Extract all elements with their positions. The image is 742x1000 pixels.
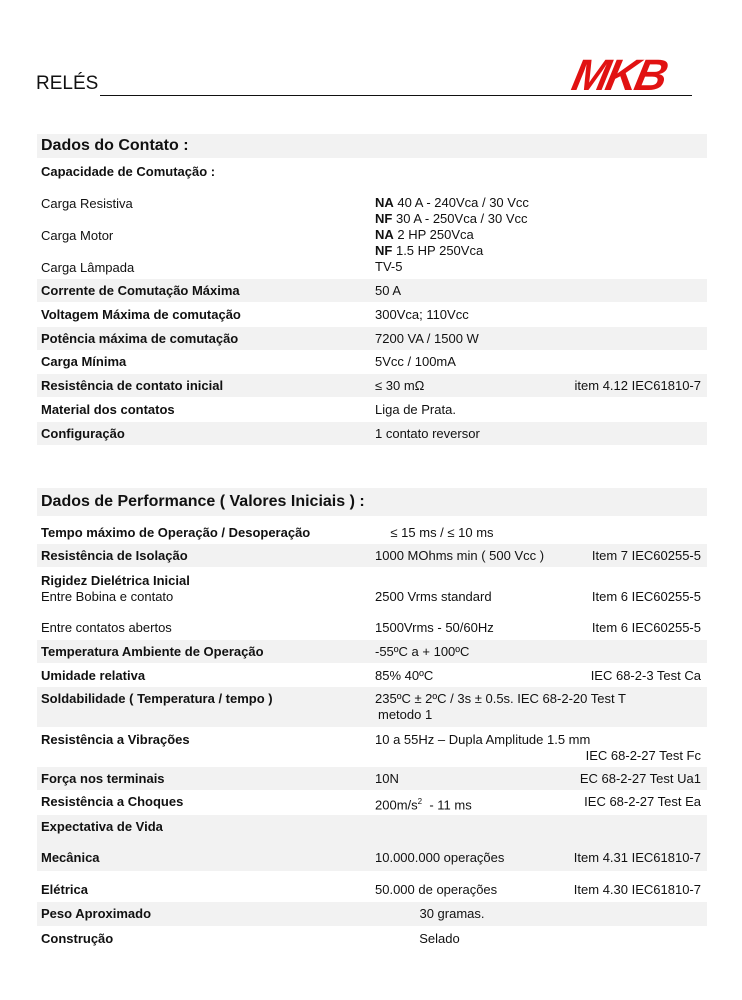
- op-time-row: [37, 521, 707, 543]
- contact-spec-label: Resistência de contato inicial: [41, 378, 224, 394]
- capacity-row: [37, 160, 707, 184]
- op-time-value: ≤ 15 ms / ≤ 10 ms: [390, 525, 494, 540]
- motor-row: [37, 222, 707, 258]
- electrical-life-row: [37, 878, 707, 902]
- construction-row: [37, 927, 707, 952]
- shock-value: [375, 794, 472, 813]
- dielectric-coil-ref: Item 6 IEC60255-5: [591, 589, 701, 604]
- contact-spec-label: Material dos contatos: [41, 402, 175, 417]
- terminal-force-ref: EC 68-2-27 Test Ua1: [579, 771, 701, 786]
- insulation-label: Resistência de Isolação: [41, 548, 188, 563]
- vibration-ref: IEC 68-2-27 Test Fc: [585, 748, 701, 763]
- contact-spec-value: ≤ 30 mΩ: [375, 378, 425, 394]
- contact-spec-row: [37, 279, 707, 302]
- contact-spec-row: [37, 398, 707, 421]
- electrical-life-label: Elétrica: [41, 882, 88, 897]
- contact-spec-label: Configuração: [41, 425, 125, 441]
- mechanical-life-label: Mecânica: [41, 850, 100, 865]
- vibration-value: 10 a 55Hz – Dupla Amplitude 1.5 mm: [375, 732, 591, 747]
- resistive-nf-value: 30 A - 250Vca / 30 Vcc: [395, 211, 528, 226]
- dielectric-open-row: [37, 616, 707, 640]
- solderability-label: Soldabilidade ( Temperatura / tempo ): [41, 691, 273, 706]
- contact-spec-value: 1 contato reversor: [375, 425, 480, 441]
- shock-row: [37, 790, 707, 814]
- contact-section-title: Dados do Contato :: [37, 134, 707, 158]
- humidity-row: [37, 664, 707, 687]
- contact-section: [37, 134, 707, 446]
- lamp-label: Carga Lâmpada: [41, 260, 135, 275]
- temperature-value: -55ºC a + 100ºC: [375, 644, 470, 659]
- resistive-label: Carga Resistiva: [41, 196, 133, 211]
- dielectric-open-ref: Item 6 IEC60255-5: [591, 620, 701, 635]
- shock-value-duration: - 11 ms: [422, 797, 472, 813]
- shock-ref: IEC 68-2-27 Test Ea: [584, 794, 701, 809]
- op-time-label: Tempo máximo de Operação / Desoperação: [41, 525, 311, 540]
- weight-label: Peso Aproximado: [41, 906, 152, 921]
- dielectric-coil-value: 2500 Vrms standard: [375, 589, 492, 604]
- terminal-force-row: [37, 767, 707, 790]
- shock-label: Resistência a Choques: [41, 794, 184, 809]
- page-title: RELÉS: [36, 73, 99, 94]
- humidity-value: 85% 40ºC: [375, 668, 434, 683]
- contact-spec-ref: item 4.12 IEC61810-7: [574, 378, 701, 394]
- contact-spec-row: [37, 303, 707, 326]
- resistive-no-tag: NA: [375, 195, 394, 210]
- contact-spec-label: Carga Mínima: [41, 354, 127, 370]
- contact-spec-row: [37, 374, 707, 397]
- mechanical-life-value: 10.000.000 operações: [375, 850, 505, 865]
- contact-spec-row: [37, 350, 707, 373]
- lamp-value: TV-5: [375, 259, 403, 274]
- dielectric-label: Rigidez Dielétrica Inicial: [41, 573, 190, 588]
- contact-spec-label: Voltagem Máxima de comutação: [41, 306, 241, 322]
- contact-spec-value: Liga de Prata.: [375, 402, 456, 417]
- motor-no-tag: NA: [375, 227, 394, 242]
- terminal-force-label: Força nos terminais: [41, 771, 165, 786]
- solderability-value: 235ºC ± 2ºC / 3s ± 0.5s. IEC 68-2-20 Test T: [375, 691, 626, 706]
- temperature-row: [37, 640, 707, 663]
- contact-spec-value: 50 A: [375, 283, 402, 298]
- life-label: Expectativa de Vida: [41, 819, 163, 834]
- construction-value: Selado: [419, 931, 460, 946]
- insulation-value: 1000 MOhms min ( 500 Vcc ): [375, 548, 545, 563]
- temperature-label: Temperatura Ambiente de Operação: [41, 644, 264, 659]
- motor-nf-tag: NF: [375, 243, 393, 258]
- solderability-values: [375, 691, 626, 723]
- motor-no-value: 2 HP 250Vca: [397, 227, 474, 242]
- contact-spec-label: Potência máxima de comutação: [41, 330, 239, 346]
- insulation-row: [37, 544, 707, 567]
- resistive-nf-tag: NF: [375, 211, 393, 226]
- humidity-label: Umidade relativa: [41, 668, 146, 683]
- construction-label: Construção: [41, 931, 114, 946]
- resistive-no-value: 40 A - 240Vca / 30 Vcc: [397, 195, 529, 210]
- dielectric-coil-label: Entre Bobina e contato: [41, 589, 174, 604]
- resistive-row: [37, 190, 707, 226]
- electrical-life-value: 50.000 de operações: [375, 882, 498, 897]
- lamp-row: [37, 256, 707, 278]
- performance-section-title: Dados de Performance ( Valores Iniciais ) :: [37, 488, 707, 516]
- contact-spec-row: [37, 422, 707, 445]
- dielectric-row: [37, 570, 707, 606]
- life-row: [37, 815, 707, 845]
- contact-spec-row: [37, 327, 707, 350]
- performance-section: [37, 488, 707, 954]
- solderability-method: metodo 1: [378, 707, 433, 722]
- terminal-force-value: 10N: [375, 771, 399, 786]
- vibration-label: Resistência a Vibrações: [41, 732, 190, 747]
- vibration-row: [37, 728, 707, 766]
- capacity-label: Capacidade de Comutação :: [41, 164, 216, 179]
- brand-logo: MKB: [567, 51, 670, 100]
- shock-value-main: 200m/s: [375, 797, 418, 813]
- contact-spec-value: 7200 VA / 1500 W: [375, 330, 479, 346]
- dielectric-open-label: Entre contatos abertos: [41, 620, 172, 635]
- motor-nf-value: 1.5 HP 250Vca: [395, 243, 484, 258]
- dielectric-open-value: 1500Vrms - 50/60Hz: [375, 620, 494, 635]
- shock-value-exponent: 2: [417, 797, 423, 806]
- contact-spec-value: 5Vcc / 100mA: [375, 354, 456, 370]
- motor-label: Carga Motor: [41, 228, 114, 243]
- weight-value: 30 gramas.: [419, 906, 485, 921]
- electrical-life-ref: Item 4.30 IEC61810-7: [573, 882, 701, 897]
- contact-spec-label: Corrente de Comutação Máxima: [41, 283, 240, 298]
- insulation-ref: Item 7 IEC60255-5: [591, 548, 701, 563]
- weight-row: [37, 902, 707, 926]
- mechanical-life-ref: Item 4.31 IEC61810-7: [573, 850, 701, 865]
- mechanical-life-row: [37, 845, 707, 871]
- humidity-ref: IEC 68-2-3 Test Ca: [590, 668, 701, 683]
- contact-spec-value: 300Vca; 110Vcc: [375, 306, 469, 322]
- motor-values: [375, 227, 483, 259]
- solderability-row: [37, 687, 707, 727]
